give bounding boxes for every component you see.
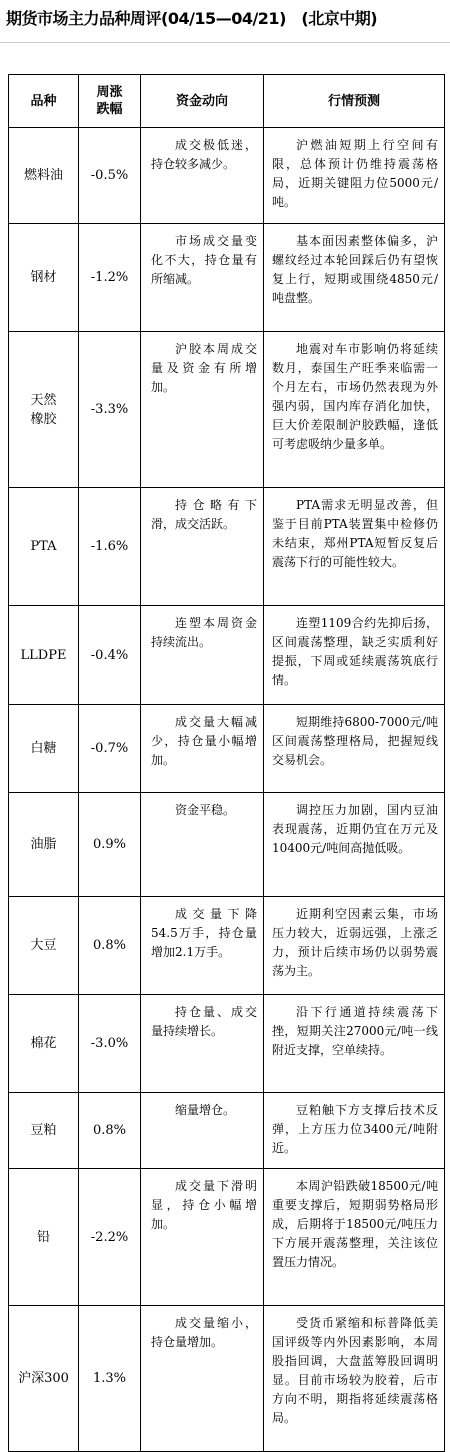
header-change: 周涨 跌幅 (79, 75, 141, 128)
fund-flow-cell: 沪胶本周成交量及资金有所增加。 (141, 332, 264, 488)
table-row (9, 793, 445, 897)
variety-cell: 大豆 (9, 897, 79, 995)
forecast-cell: 本周沪铅跌破18500元/吨重要支撑后，短期弱势格局形成，后期将于18500元/吨压力下方展开震荡整理，关注该位置压力情况。 (264, 1169, 445, 1306)
table-row (9, 897, 445, 995)
forecast-cell: 连塑1109合约先抑后扬，区间震荡整理，缺乏实质利好提振，下周或延续震荡筑底行情。 (264, 606, 445, 705)
variety-cell: 燃料油 (9, 128, 79, 224)
table-row (9, 1306, 445, 1452)
variety-cell: 白糖 (9, 705, 79, 793)
header-forecast: 行情预测 (264, 75, 445, 128)
fund-flow-cell: 成交极低迷，持仓较多减少。 (141, 128, 264, 224)
variety-cell: LLDPE (9, 606, 79, 705)
variety-cell: 钢材 (9, 224, 79, 332)
table-row (9, 705, 445, 793)
change-cell: -0.4% (79, 606, 141, 705)
change-cell: 0.8% (79, 1093, 141, 1169)
table-row (9, 1169, 445, 1306)
change-cell: 0.9% (79, 793, 141, 897)
fund-flow-cell: 持仓略有下滑，成交活跃。 (141, 488, 264, 606)
forecast-cell: 调控压力加剧，国内豆油表现震荡，近期仍宜在万元及10400元/吨间高抛低吸。 (264, 793, 445, 897)
table-row (9, 488, 445, 606)
fund-flow-cell: 资金平稳。 (141, 793, 264, 897)
forecast-cell: 短期维持6800-7000元/吨区间震荡整理格局，把握短线交易机会。 (264, 705, 445, 793)
fund-flow-cell: 市场成交量变化不大，持仓量有所缩减。 (141, 224, 264, 332)
fund-flow-cell: 连塑本周资金持续流出。 (141, 606, 264, 705)
variety-cell: 棉花 (9, 995, 79, 1093)
table-header-row (9, 75, 445, 128)
forecast-cell: 基本面因素整体偏多，沪螺纹经过本轮回踩后仍有望恢复上行，短期或围绕4850元/吨盘整。 (264, 224, 445, 332)
forecast-cell: 豆粕触下方支撑后技术反弹，上方压力位3400元/吨附近。 (264, 1093, 445, 1169)
table-row (9, 995, 445, 1093)
table-row (9, 1093, 445, 1169)
table-row (9, 224, 445, 332)
variety-cell: 沪深300 (9, 1306, 79, 1452)
variety-cell: 铅 (9, 1169, 79, 1306)
forecast-cell: 近期利空因素云集，市场压力较大，近弱远强，上涨乏力，预计后续市场仍以弱势震荡为主。 (264, 897, 445, 995)
fund-flow-cell: 成交量下滑明显，持仓小幅增加。 (141, 1169, 264, 1306)
change-cell: -2.2% (79, 1169, 141, 1306)
forecast-cell: 地震对车市影响仍将延续数月，泰国生产旺季来临需一个月左右，市场仍然表现为外强内弱，国内库存消化加快，巨大价差限制沪胶跌幅，逢低可考虑吸纳少量多单。 (264, 332, 445, 488)
change-cell: -3.3% (79, 332, 141, 488)
fund-flow-cell: 缩量增仓。 (141, 1093, 264, 1169)
table-row (9, 606, 445, 705)
forecast-cell: 沪燃油短期上行空间有限，总体预计仍维持震荡格局，近期关键阻力位5000元/吨。 (264, 128, 445, 224)
title-divider (0, 42, 450, 43)
change-cell: 0.8% (79, 897, 141, 995)
variety-cell: PTA (9, 488, 79, 606)
change-cell: -0.7% (79, 705, 141, 793)
change-cell: -1.2% (79, 224, 141, 332)
variety-cell: 天然 橡胶 (9, 332, 79, 488)
forecast-cell: 受货币紧缩和标普降低美国评级等内外因素影响，本周股指回调，大盘蓝筹股回调明显。目前市场较为胶着，后市方向不明，期指将延续震荡格局。 (264, 1306, 445, 1452)
forecast-cell: PTA需求无明显改善，但鉴于目前PTA装置集中检修仍未结束，郑州PTA短暂反复后震荡下行的可能性较大。 (264, 488, 445, 606)
fund-flow-cell: 成交量大幅减少，持仓量小幅增加。 (141, 705, 264, 793)
forecast-cell: 沿下行通道持续震荡下挫，短期关注27000元/吨一线附近支撑，空单续持。 (264, 995, 445, 1093)
change-cell: -1.6% (79, 488, 141, 606)
fund-flow-cell: 持仓量、成交量持续增长。 (141, 995, 264, 1093)
futures-review-table (8, 74, 445, 1452)
fund-flow-cell: 成交量下降54.5万手，持仓量增加2.1万手。 (141, 897, 264, 995)
page-title: 期货市场主力品种周评(04/15—04/21) (北京中期) (6, 9, 378, 28)
header-variety: 品种 (9, 75, 79, 128)
table-row (9, 332, 445, 488)
table-row (9, 128, 445, 224)
fund-flow-cell: 成交量缩小，持仓量增加。 (141, 1306, 264, 1452)
variety-cell: 豆粕 (9, 1093, 79, 1169)
change-cell: -0.5% (79, 128, 141, 224)
change-cell: 1.3% (79, 1306, 141, 1452)
variety-cell: 油脂 (9, 793, 79, 897)
header-fund-flow: 资金动向 (141, 75, 264, 128)
change-cell: -3.0% (79, 995, 141, 1093)
